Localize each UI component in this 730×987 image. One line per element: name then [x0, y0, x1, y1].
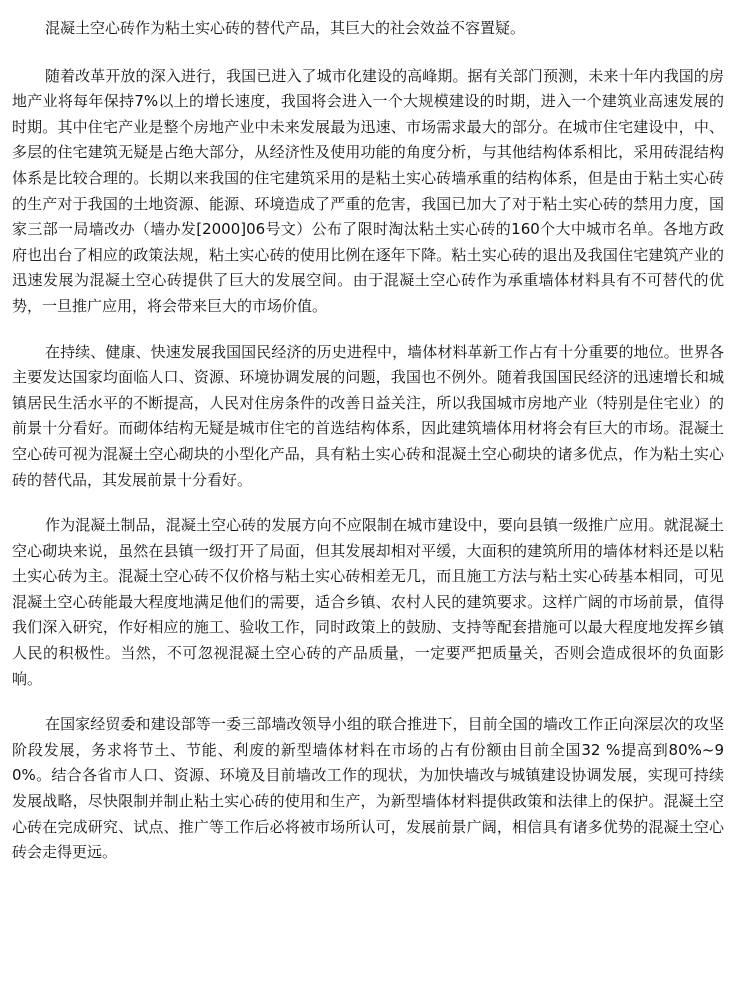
paragraph-national-policy: 在国家经贸委和建设部等一委三部墙改领导小组的联合推进下，目前全国的墙改工作正向深层次的攻坚阶段发展，务求将节土、节能、利废的新型墙体材料在市场的占有份额由目前全国32 %提高到80%~90%。结合各省市人口、资源、环境及目前墙改工作的现状，为加快墙改与城镇建设协调发展，实现可持续发展战略，尽快限制并制止粘土实心砖的使用和生产，为新型墙体材料提供政策和法律上的保护。混凝土空心砖在完成研究、试点、推广等工作后必将被市场所认可，发展前景广阔，相信具有诸多优势的混凝土空心砖会走得更远。	[12, 715, 724, 862]
paragraph-urbanization: 随着改革开放的深入进行，我国已进入了城市化建设的高峰期。据有关部门预测，未来十年内我国的房地产业将每年保持7%以上的增长速度，我国将会进入一个大规模建设的时期，进入一个建筑业高速发展的时期。其中住宅产业是整个房地产业中未来发展最为迅速、市场需求最大的部分。在城市住宅建设中，中、多层的住宅建筑无疑是占绝大部分，从经济性及使用功能的角度分析，与其他结构体系相比，采用砖混结构体系是比较合理的。长期以来我国的住宅建筑采用的是粘土实心砖墙承重的结构体系，但是由于粘土实心砖的生产对于我国的土地资源、能源、环境造成了严重的危害，我国已加大了对于粘土实心砖的禁用力度，国家三部一局墙改办（墙办发[2000]06号文）公布了限时淘汰粘土实心砖的160个大中城市名单。各地方政府也出台了相应的政策法规，粘土实心砖的使用比例在逐年下降。粘土实心砖的退出及我国住宅建筑产业的迅速发展为混凝土空心砖提供了巨大的发展空间。由于混凝土空心砖作为承重墙体材料具有不可替代的优势，一旦推广应用，将会带来巨大的市场价值。	[12, 66, 724, 315]
paragraph-wall-material-reform: 在持续、健康、快速发展我国国民经济的历史进程中，墙体材料革新工作占有十分重要的地位。世界各主要发达国家均面临人口、资源、环境协调发展的问题，我国也不例外。随着我国国民经济的迅速增长和城镇居民生活水平的不断提高，人民对住房条件的改善日益关注，所以我国城市房地产业（特别是住宅业）的前景十分看好。而砌体结构无疑是城市住宅的首选结构体系，因此建筑墙体用材将会有巨大的市场。混凝土空心砖可视为混凝土空心砌块的小型化产品，具有粘土实心砖和混凝土空心砌块的诸多优点，作为粘土实心砖的替代品，其发展前景十分看好。	[12, 342, 724, 489]
paragraph-county-promotion: 作为混凝土制品，混凝土空心砖的发展方向不应限制在城市建设中，要向县镇一级推广应用。就混凝土空心砌块来说，虽然在县镇一级打开了局面，但其发展却相对平缓，大面积的建筑所用的墙体材料还是以粘土实心砖为主。混凝土空心砖不仅价格与粘土实心砖相差无几，而且施工方法与粘土实心砖基本相同，可见混凝土空心砖能最大程度地满足他们的需要，适合乡镇、农村人民的建筑要求。这样广阔的市场前景，值得我们深入研究，作好相应的施工、验收工作，同时政策上的鼓励、支持等配套措施可以最大程度地发挥乡镇人民的积极性。当然，不可忽视混凝土空心砖的产品质量，一定要严把质量关，否则会造成很坏的负面影响。	[12, 516, 724, 688]
document-body	[12, 16, 724, 886]
paragraph-intro: 混凝土空心砖作为粘土实心砖的替代产品，其巨大的社会效益不容置疑。	[45, 19, 526, 37]
